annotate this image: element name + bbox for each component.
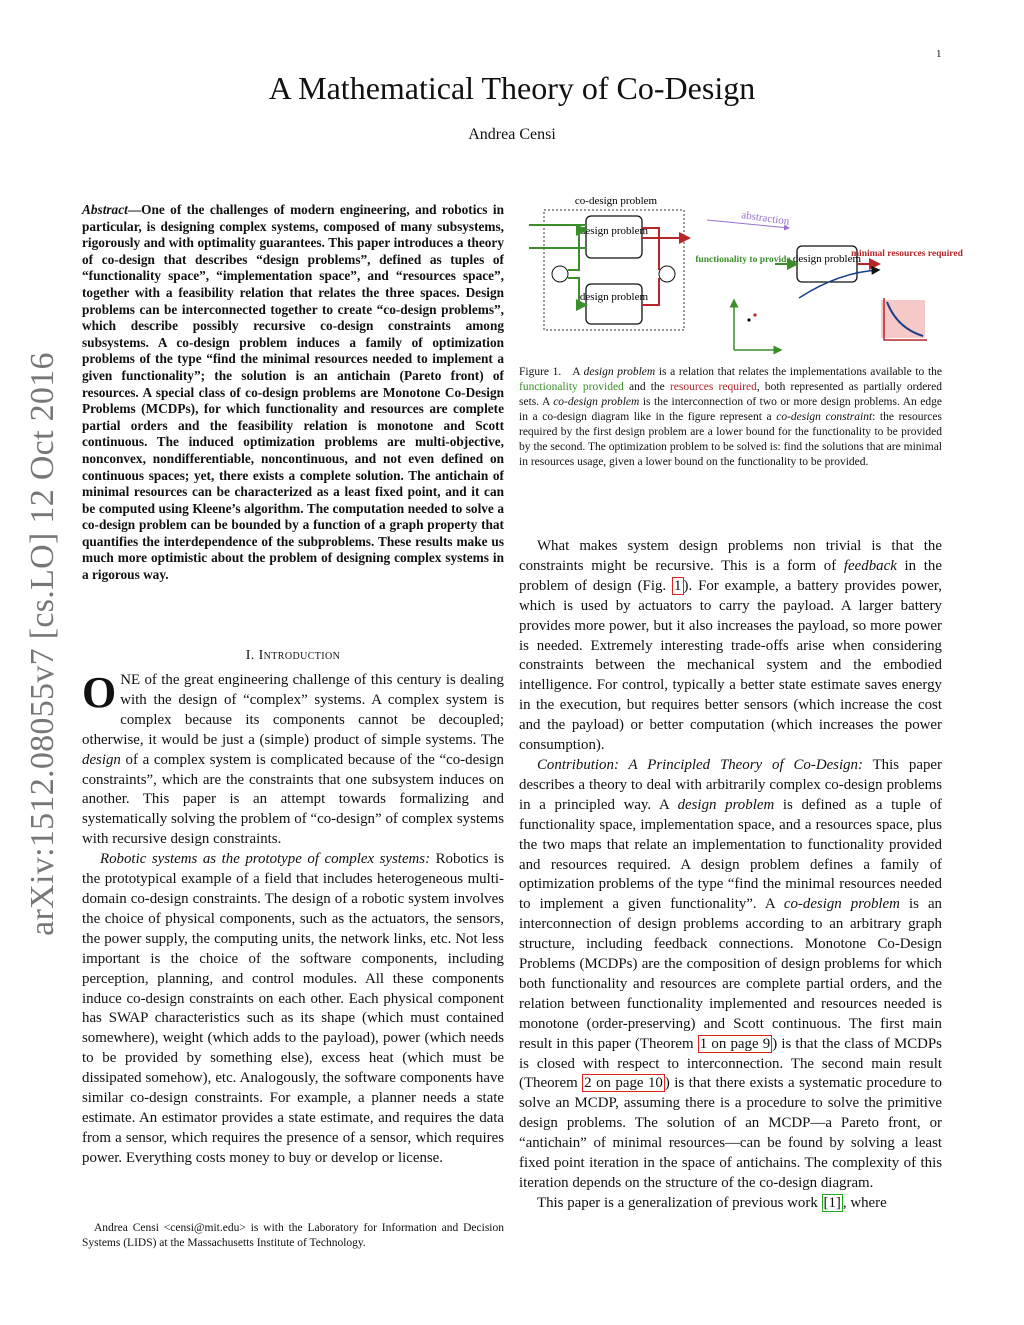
figure-caption: Figure 1. A design problem is a relation that relates the implementations available to the functionality provided and the resources required, both represented as partially ordered sets. A co-design problem is the interconnection of two or more design problems. An edge in a co-design diagram like in the figure represent a co-design constraint: the resources required by the first design problem are a lower bound for the functionality to be provided by the second. The optimization problem to be solved is: find the solutions that are minimal in resources usage, given a lower bound on the functionality to be provided. <box>519 366 943 468</box>
abstraction-label: abstraction <box>740 209 791 228</box>
design-box-abstract-label: design problem <box>792 253 862 265</box>
intro-paragraph <box>82 668 504 850</box>
robotics-heading: Robotic systems as the prototype of complex systems: <box>100 851 431 868</box>
intro-lead: NE of the great engineering challenge of this century is dealing with the design of “complex” systems. A complex system is complex because its components cannot be decoupled; otherwise, it would be just a (simple) product of simple systems. The <box>82 672 504 748</box>
theorem-2-link[interactable]: 2 on page 10 <box>584 1075 663 1092</box>
citation-1-link[interactable]: [1] <box>823 1194 841 1211</box>
figure-ref-link[interactable]: 1 <box>674 577 682 594</box>
resources-label: minimal resources required <box>851 249 963 259</box>
robotics-paragraph <box>82 850 504 1169</box>
page-number: 1 <box>936 48 942 60</box>
robotics-text: Robotics is the prototypical example of a field that includes heterogeneous multi-domain co-design constraints. The design of a robotic system involves the choice of physical components, such as the actuators, the sensors, the power supply, the computing units, the network links, etc. Not less important is the choice of the software components, including perception, planning, and control modules. All these components induce co-design constraints on each other. Each physical component has SWAP characteristics such as its shape (which must contained somewhere), weight (which adds to the payload), power (which needs to be provided by something else), excess heat (which must be dissipated somehow), etc. Analogously, the software components have similar co-design constraints. For example, a planner needs a state estimate. An estimator provides a state estimate, and requires the data from a sensor, which requires the presence of a sensor, which requires power. Everything costs money to buy or develop or license. <box>82 851 504 1166</box>
feasible-point-red <box>753 313 756 316</box>
footnote-text: Andrea Censi <censi@mit.edu> is with the Laboratory for Information and Decision Systems (LIDS) at the Massachusetts Institute of Technology. <box>82 1222 504 1249</box>
intro-rest: of a complex system is complicated because of the “co-design constraints”, which are the constraints that one subsystem induces on another. This paper is an attempt towards formalizing and systematically solving the problem of “co-design” of complex systems with recursive design constraints. <box>82 751 504 848</box>
section-number: I. <box>245 648 255 663</box>
contribution-heading: Contribution: A Principled Theory of Co-Design: <box>537 756 863 773</box>
design-box-top-label: design problem <box>579 225 649 237</box>
left-column <box>82 668 504 1169</box>
abstract-label: Abstract <box>82 202 128 217</box>
generalization-paragraph: This paper is a generalization of previous work [1] , where <box>537 1194 887 1211</box>
functionality-label: functionality to provide <box>695 255 791 265</box>
design-box-top <box>586 216 642 258</box>
section-heading <box>82 648 504 664</box>
join-node-left <box>552 266 568 282</box>
paper-author: Andrea Censi <box>468 126 556 143</box>
drop-cap: O <box>82 668 117 717</box>
feedback-paragraph: What makes system design problems non trivial is that the constraints might be recursive. This is a form of feedback in the problem of design (Fig. 1 ). For example, a battery provides power, which is used by actuators to carry the payload. A larger battery provides more power, but it also increases the payload, so more power is needed. Extremely interesting trade-offs arise when considering constraints between the mechanical system and the embodied intelligence. For control, typically a better state estimate saves energy in the execution, but requires better sensors (which increase the cost and the payload) or better computation (which increases the power consumption). <box>519 538 942 754</box>
arxiv-watermark: arXiv:1512.08055v7 [cs.LO] 12 Oct 2016 <box>24 352 61 936</box>
theorem-1-link[interactable]: 1 on page 9 <box>699 1035 771 1052</box>
design-box-bottom <box>586 284 642 324</box>
abstract <box>82 202 504 584</box>
paper-title: A Mathematical Theory of Co-Design <box>268 70 756 106</box>
figure-1 <box>519 190 963 360</box>
abstract-text: —One of the challenges of modern engineering, and robotics in particular, is designing complex systems, composed of many subsystems, rigorously and with optimality guarantees. This paper introduces a theory of co-design that describes “design problems”, defined as tuples of “functionality space”, “implementation space”, and “resources space”, together with a feasibility relation that relates the three spaces. Design problems can be interconnected together to create “co-design problems”, which describe possibly recursive co-design constraints among subsystems. A co-design problem induces a family of optimization problems of the type “find the minimal resources needed to implement a given functionality”; the solution is an antichain (Pareto front) of resources. A special class of co-design problems are Monotone Co-Design Problems (MCDPs), for which functionality and resources are complete partial orders and the feasibility relation is monotone and Scott continuous. The induced optimization problems are multi-objective, nonconvex, nondifferentiable, noncontinuous, and not even defined on continuous spaces; yet, there exists a complete solution. The antichain of minimal resources can be characterized as a least fixed point, and it can be computed using Kleene’s algorithm. The computation needed to solve a co-design problem can be bounded by a function of a graph property that quantifies the interdependence of the subproblems. These results make us much more optimistic about the problem of designing complex systems in a rigorous way. <box>82 202 504 583</box>
feasible-point <box>747 318 750 321</box>
intro-design-word: design <box>82 751 121 768</box>
join-node-right <box>659 266 675 282</box>
section-title: Introduction <box>258 648 341 663</box>
contribution-paragraph: Contribution: A Principled Theory of Co-Design: This paper describes a theory to deal with arbitrarily complex co-design problems in a principled way. A design problem is defined as a tuple of functionality space, implementation space, and a resources space, plus the two maps that relate an implementation to functionality provided and resources required. A design problem defines a family of optimization problems of the type “find the minimal resources needed to implement a given functionality”. A co-design problem is an interconnection of design problems according to an arbitrary graph structure, including feedback connections. Monotone Co-Design Problems (MCDPs) are the composition of design problems for which both functionality and resources are complete partial orders, and the relation between functionality implemented and resources needed is monotone (order-preserving) and Scott continuous. The first main result in this paper (Theorem 1 on page 9 ) is that the class of MCDPs is closed with respect to interconnection. The second main result (Theorem 2 on page 10 ) is that there exists a systematic procedure to solve an MCDP, assuming there is a procedure to solve the primitive design problems. The solution of an MCDP—a Pareto front, or “antichain” of minimal resources—can be found by solving a least fixed point iteration in the space of antichains. The complexity of this iteration depends on the structure of the co-design diagram. <box>519 756 942 1191</box>
design-box-bottom-label: design problem <box>579 291 649 303</box>
right-column <box>519 537 942 1214</box>
figure-header: co-design problem <box>574 195 658 207</box>
footnote <box>82 1221 504 1251</box>
